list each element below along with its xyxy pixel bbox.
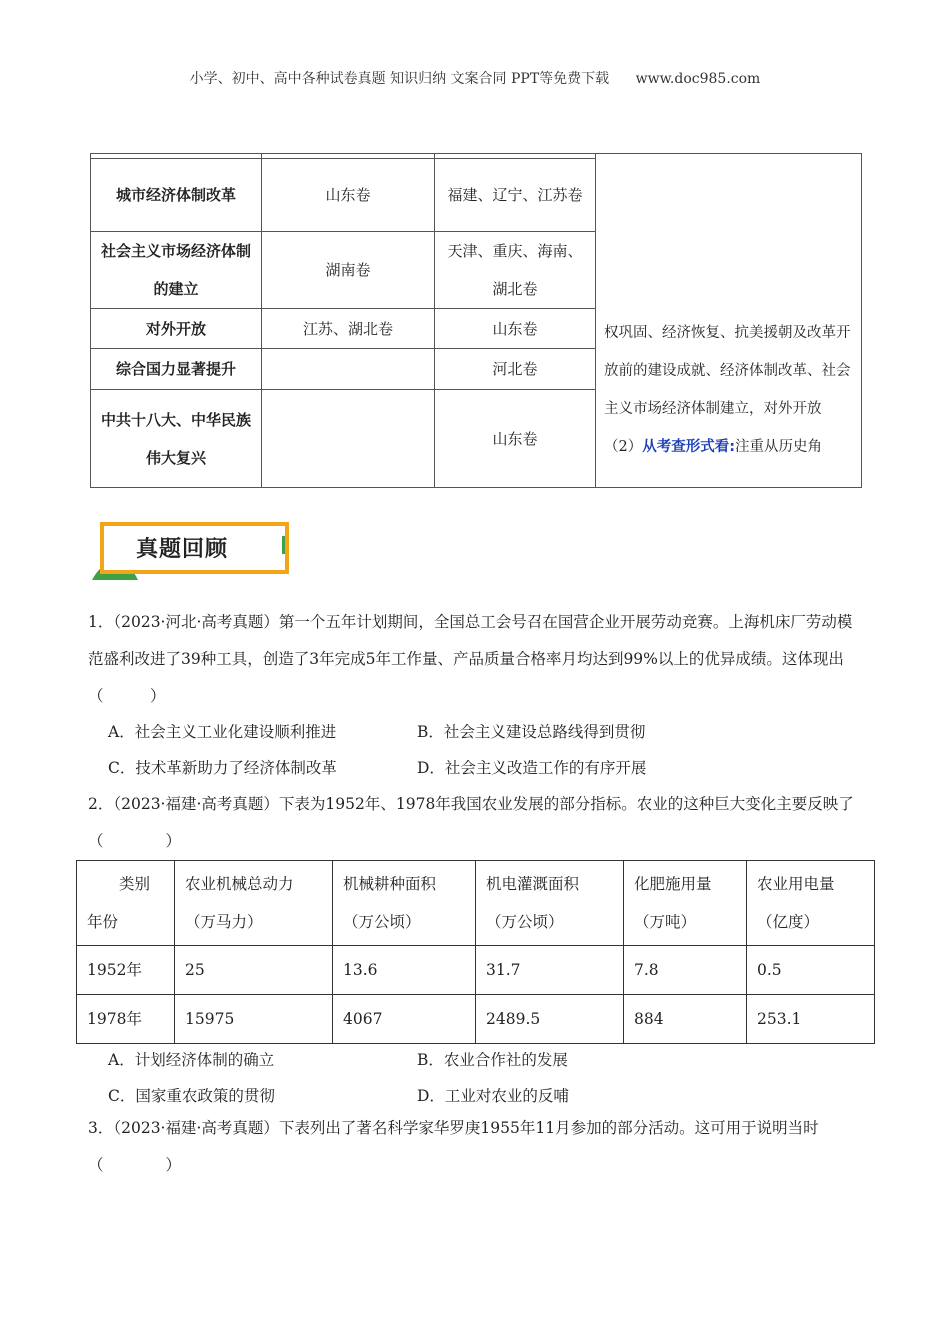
value-cell: 7.8 [624,946,747,995]
side-prefix: （2） [604,439,643,455]
paper-cell: 天津、重庆、海南、湖北卷 [435,232,596,309]
column-header [476,861,624,946]
table-row [77,995,875,1044]
column-unit: （万公顷） [486,913,564,931]
agriculture-table [76,860,875,1044]
header-category: 类别 [119,875,151,893]
paper-cell: 湖南卷 [262,232,435,309]
header-url[interactable]: www.doc985.com [635,71,761,87]
topic-cell: 中共十八大、中华民族伟大复兴 [91,390,262,488]
table-header-row [77,861,875,946]
column-name: 农业用电量 [757,875,835,893]
side-highlight: 从考查形式看: [642,439,736,455]
value-cell: 0.5 [747,946,875,995]
question-2-stem: 2．（2023·福建·高考真题）下表为1952年、1978年我国农业发展的部分指标。农业的这种巨大变化主要反映了（ ） [88,795,854,850]
topic-cell: 对外开放 [91,309,262,349]
column-unit: （万公顷） [343,913,421,931]
topic-cell: 城市经济体制改革 [91,159,262,232]
column-name: 机电灌溉面积 [486,875,580,893]
column-name: 化肥施用量 [634,875,712,893]
question-1-stem: 1．（2023·河北·高考真题）第一个五年计划期间，全国总工会号召在国营企业开展劳动竞赛。上海机床厂劳动模范盛利改进了39种工具，创造了3年完成5年工作量、产品质量合格率月均达到99%以上的优异成绩。这体现出（ ） [88,613,853,705]
column-header [624,861,747,946]
question-2-option-d[interactable]: D．工业对农业的反哺 [417,1087,569,1105]
column-header [175,861,333,946]
value-cell: 15975 [175,995,333,1044]
column-unit: （万吨） [634,913,697,931]
question-3-stem: 3．（2023·福建·高考真题）下表列出了著名科学家华罗庚1955年11月参加的部分活动。这可用于说明当时（ ） [88,1119,819,1174]
column-name: 机械耕种面积 [343,875,437,893]
question-1-option-c[interactable]: C．技术革新助力了经济体制改革 [108,759,337,777]
topic-cell: 综合国力显著提升 [91,349,262,390]
paper-cell: 山东卷 [435,309,596,349]
value-cell: 25 [175,946,333,995]
paper-cell: 山东卷 [435,390,596,488]
year-cell: 1952年 [77,946,175,995]
column-header [747,861,875,946]
table-row [77,946,875,995]
page-header [0,68,950,88]
header-year: 年份 [87,913,119,931]
paper-cell: 江苏、湖北卷 [262,309,435,349]
topic-cell: 社会主义市场经济体制的建立 [91,232,262,309]
value-cell: 31.7 [476,946,624,995]
banner-accent [282,536,285,554]
header-text: 小学、初中、高中各种试卷真题 知识归纳 文案合同 PPT等免费下载 [189,71,610,87]
value-cell: 13.6 [333,946,476,995]
column-name: 农业机械总动力 [185,875,294,893]
paper-cell: 河北卷 [435,349,596,390]
column-header [333,861,476,946]
value-cell: 253.1 [747,995,875,1044]
question-2-option-c[interactable]: C．国家重农政策的贯彻 [108,1087,275,1105]
question-2-option-a[interactable]: A．计划经济体制的确立 [108,1051,275,1069]
question-2-option-b[interactable]: B．农业合作社的发展 [417,1051,568,1069]
value-cell: 2489.5 [476,995,624,1044]
question-1-option-b[interactable]: B．社会主义建设总路线得到贯彻 [417,723,646,741]
topic-table [90,153,862,488]
year-cell: 1978年 [77,995,175,1044]
side-suffix: 注重从历史角 [735,439,823,455]
section-banner [92,522,295,580]
header-corner [77,861,175,946]
banner-title: 真题回顾 [136,537,229,562]
side-note-line2 [604,428,853,466]
question-1-option-d[interactable]: D．社会主义改造工作的有序开展 [417,759,647,777]
side-note: 权巩固、经济恢复、抗美援朝及改革开放前的建设成就、经济体制改革、社会主义市场经济体制建立，对外开放 [604,325,851,417]
column-unit: （万马力） [185,913,263,931]
value-cell: 4067 [333,995,476,1044]
question-1-option-a[interactable]: A．社会主义工业化建设顺利推进 [108,723,337,741]
paper-cell [262,390,435,488]
value-cell: 884 [624,995,747,1044]
column-unit: （亿度） [757,913,820,931]
side-note-cell [596,154,862,488]
paper-cell [262,349,435,390]
paper-cell: 福建、辽宁、江苏卷 [435,159,596,232]
paper-cell: 山东卷 [262,159,435,232]
